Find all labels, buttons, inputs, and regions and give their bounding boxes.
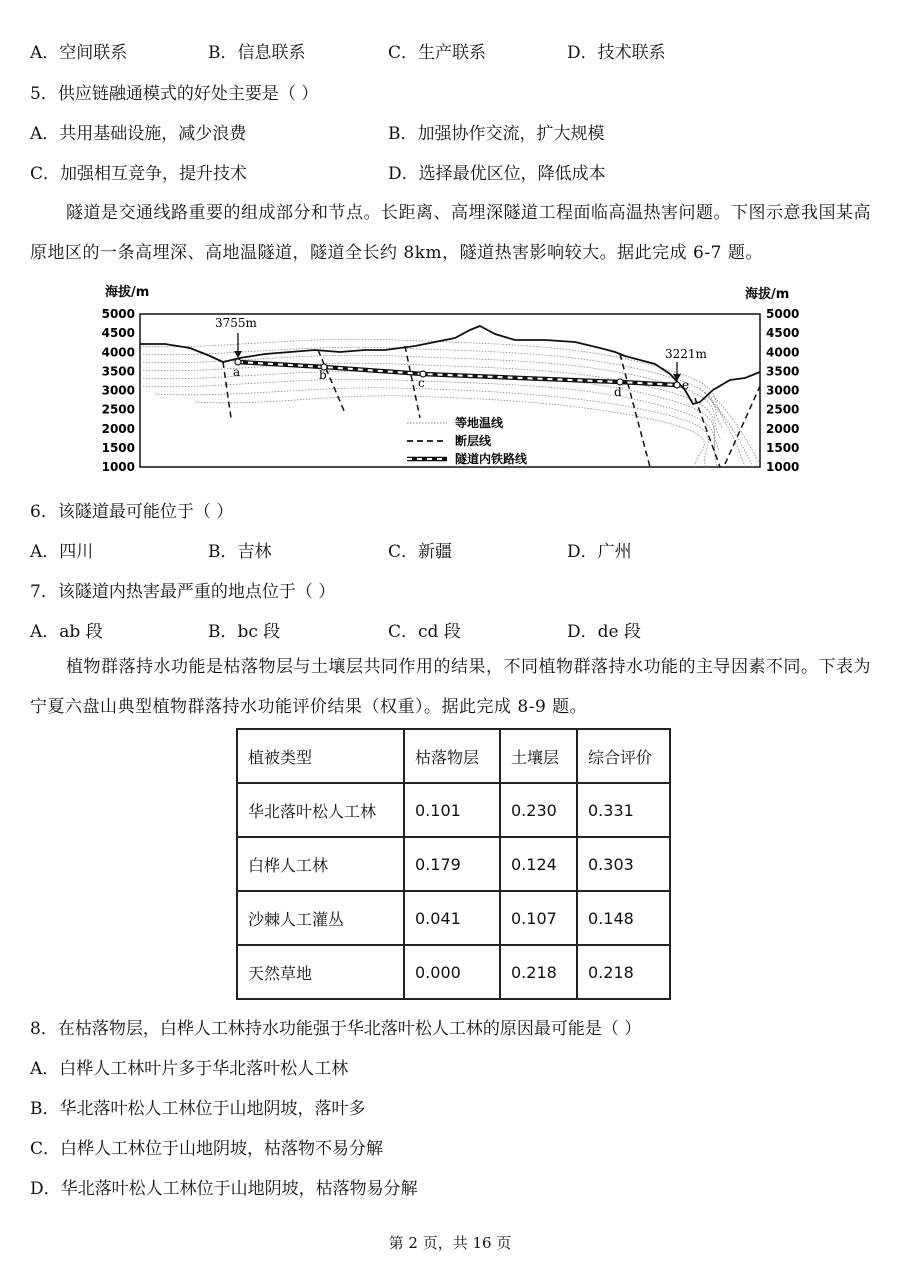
q8-option-a: A．白桦人工林叶片多于华北落叶松人工林 [30,1059,349,1079]
page-footer: 第 2 页，共 16 页 [388,1234,512,1252]
elevation-a-label: 3755m [215,316,257,330]
point-c-label: c [418,376,425,390]
table-header-row [237,729,670,783]
left-axis-tick-label: 1500 [101,440,135,455]
table-header-cell: 综合评价 [577,729,670,783]
point-b-label: b [319,368,327,382]
point-a-label: a [233,365,241,379]
q6-option-b: B．吉林 [208,542,272,562]
q5-option-c: C．加强相互竞争，提升技术 [30,164,248,184]
figure-frame [140,314,760,467]
tunnel-profile-figure [95,278,810,478]
table-cell: 0.101 [404,783,500,837]
water-retention-table [236,728,671,1000]
table-row [237,783,670,837]
right-axis-title: 海拔/m [745,287,790,302]
right-axis-tick-label: 5000 [766,307,800,321]
q4-option-c: C．生产联系 [388,43,487,63]
right-axis-tick-label: 1500 [766,440,800,455]
table-row [237,891,670,945]
left-axis-tick-label: 2000 [101,421,135,436]
q6-stem: 6．该隧道最可能位于（ ） [30,502,234,522]
table-cell: 白桦人工林 [237,837,404,891]
q7-option-d: D．de 段 [567,622,641,642]
point-e-marker [674,382,680,388]
left-axis-tick-label: 3500 [101,364,135,379]
table-cell: 0.179 [404,837,500,891]
left-axis-tick-label: 4000 [101,345,135,360]
table-row [237,945,670,999]
table-cell: 0.148 [577,891,670,945]
left-axis-tick-label: 4500 [101,326,135,341]
q4-option-a: A．空间联系 [30,43,128,63]
q7-option-a: A．ab 段 [30,622,103,642]
q6-option-c: C．新疆 [388,542,453,562]
table-cell: 0.303 [577,837,670,891]
left-axis-tick-label: 2500 [101,402,135,417]
point-e-label: e [682,378,690,392]
legend-railway: 隧道内铁路线 [455,452,528,466]
table-header-cell: 植被类型 [237,729,404,783]
q7-stem: 7．该隧道内热害最严重的地点位于（ ） [30,582,336,602]
right-axis-tick-label: 3000 [766,383,800,398]
table-cell: 0.230 [500,783,577,837]
q5-stem: 5．供应链融通模式的好处主要是（ ） [30,84,319,104]
left-axis-title: 海拔/m [105,285,150,300]
right-axis-tick-label: 4000 [766,345,800,360]
table-header-cell: 土壤层 [500,729,577,783]
q8-stem: 8．在枯落物层，白桦人工林持水功能强于华北落叶松人工林的原因最可能是（ ） [30,1019,642,1039]
right-axis-tick-label: 3500 [766,364,800,379]
legend-isotherm: 等地温线 [455,416,504,430]
left-axis-tick-label: 3000 [101,383,135,398]
figure-legend [407,415,528,466]
q6-option-d: D．广州 [567,542,632,562]
left-axis-tick-label: 1000 [101,460,135,474]
q6-option-a: A．四川 [30,542,94,562]
right-axis-tick-label: 1000 [766,460,800,474]
legend-fault: 断层线 [455,434,492,448]
table-header-cell: 枯落物层 [404,729,500,783]
table-cell: 0.000 [404,945,500,999]
vegetation-passage: 植物群落持水功能是枯落物层与土壤层共同作用的结果，不同植物群落持水功能的主导因素不同。下表为宁夏六盘山典型植物群落持水功能评价结果（权重）。据此完成 8-9 题。 [30,657,871,717]
q8-option-b: B．华北落叶松人工林位于山地阴坡，落叶多 [30,1099,366,1119]
table-cell: 天然草地 [237,945,404,999]
right-axis-tick-label: 2500 [766,402,800,417]
q7-option-c: C．cd 段 [388,622,461,642]
table-cell: 沙棘人工灌丛 [237,891,404,945]
table-cell: 0.041 [404,891,500,945]
table-cell: 0.331 [577,783,670,837]
right-axis-tick-label: 4500 [766,326,800,341]
q4-option-b: B．信息联系 [208,43,306,63]
q8-option-c: C．白桦人工林位于山地阴坡，枯落物不易分解 [30,1139,384,1159]
q7-option-b: B．bc 段 [208,622,281,642]
point-d-label: d [614,385,622,399]
q8-option-d: D．华北落叶松人工林位于山地阴坡，枯落物易分解 [30,1179,418,1199]
table-cell: 0.218 [500,945,577,999]
table-cell: 0.107 [500,891,577,945]
elevation-e-label: 3221m [665,347,707,361]
tunnel-passage: 隧道是交通线路重要的组成部分和节点。长距离、高埋深隧道工程面临高温热害问题。下图示意我国某高原地区的一条高埋深、高地温隧道，隧道全长约 8km，隧道热害影响较大。据此完成 6-7 题。 [30,203,871,263]
q5-option-a: A．共用基础设施，减少浪费 [30,124,247,144]
table-cell: 华北落叶松人工林 [237,783,404,837]
right-axis-tick-label: 2000 [766,421,800,436]
q5-option-d: D．选择最优区位，降低成本 [388,164,606,184]
q4-option-d: D．技术联系 [567,43,666,63]
table-row [237,837,670,891]
left-axis-tick-label: 5000 [101,307,135,321]
tunnel-railway [238,362,677,385]
table-cell: 0.124 [500,837,577,891]
q5-option-b: B．加强协作交流，扩大规模 [388,124,605,144]
table-cell: 0.218 [577,945,670,999]
